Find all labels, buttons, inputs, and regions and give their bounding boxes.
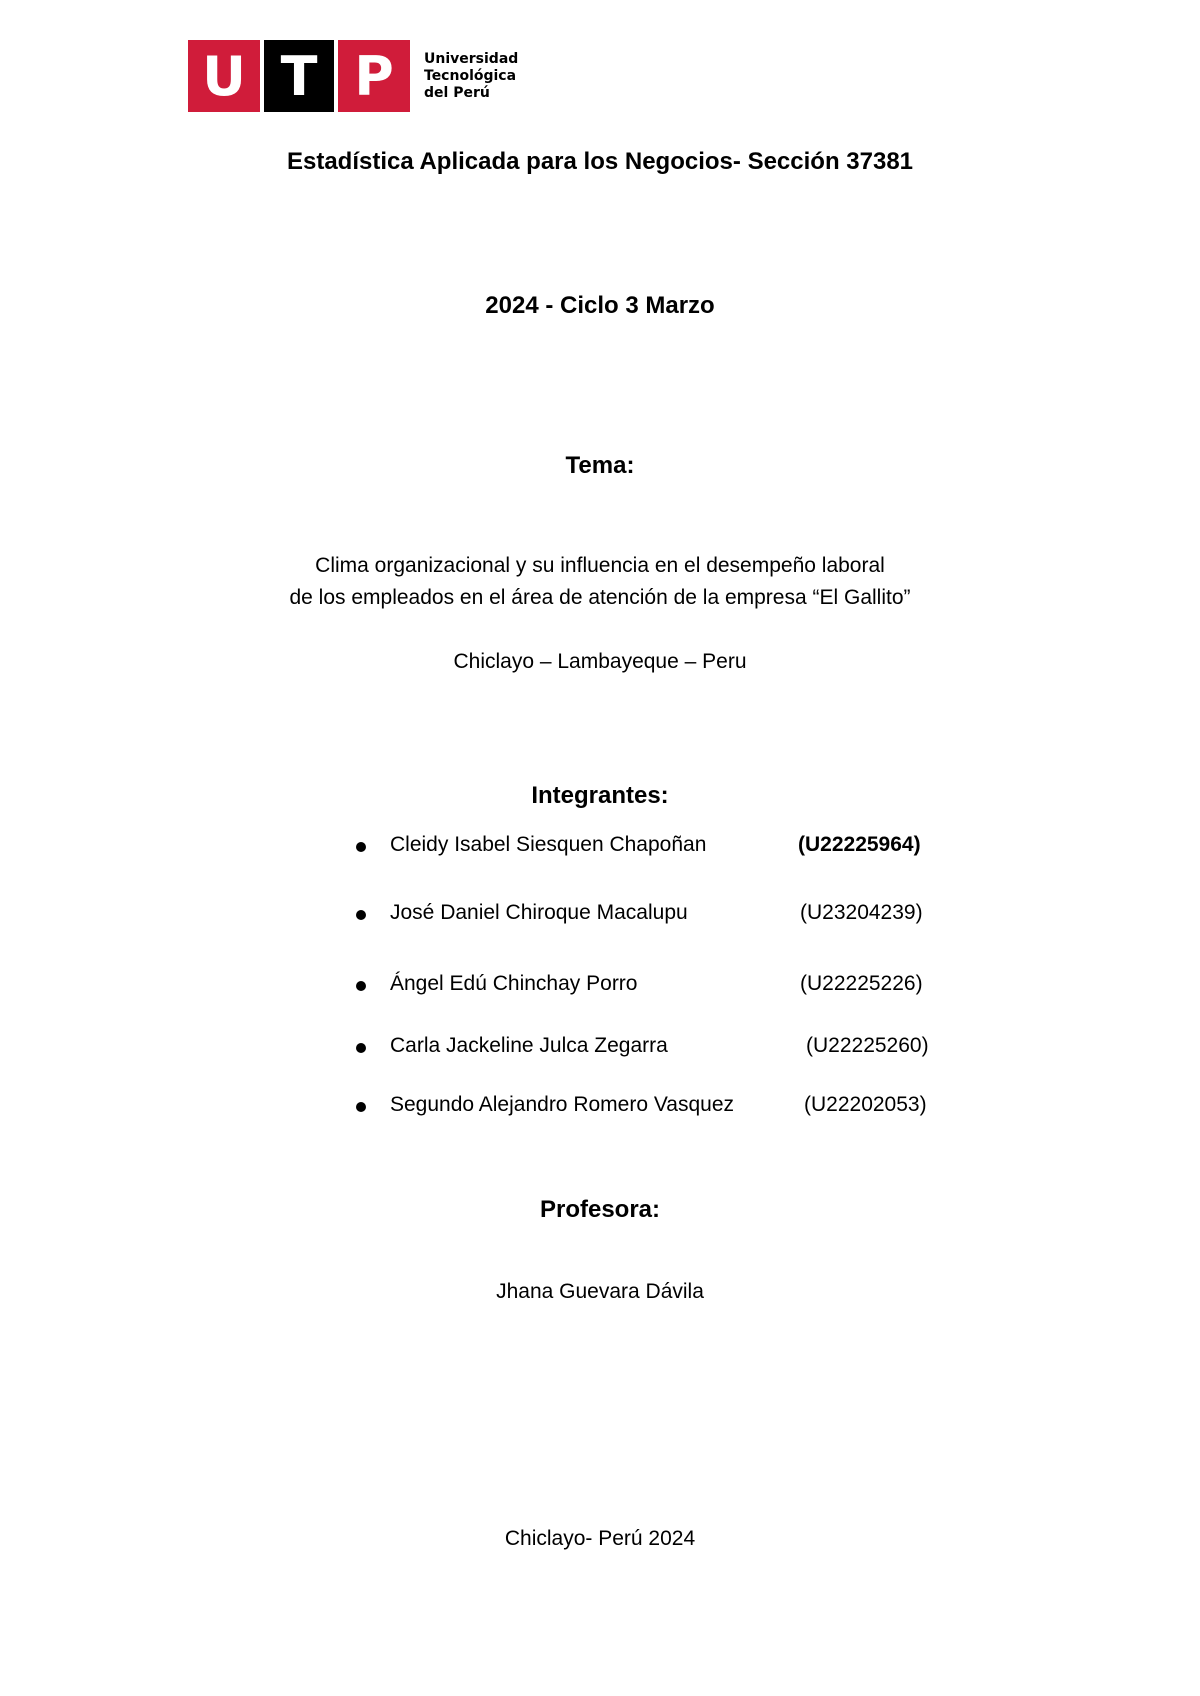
location: Chiclayo – Lambayeque – Peru <box>453 650 747 673</box>
member-code: (U22202053) <box>804 1093 927 1116</box>
footer-location-year: Chiclayo- Perú 2024 <box>504 1527 696 1550</box>
logo-letter-u: U <box>188 40 260 112</box>
utp-logo <box>188 40 518 112</box>
logo-text-line: del Perú <box>424 84 490 101</box>
topic-line-2: de los empleados en el área de atención de la empresa “El Gallito” <box>289 586 911 609</box>
logo-university-name <box>424 51 518 102</box>
logo-text-line: Tecnológica <box>424 67 517 84</box>
member-item <box>0 1034 1200 1064</box>
course-title: Estadística Aplicada para los Negocios- Sección 37381 <box>286 148 914 175</box>
bullet-icon <box>356 842 366 852</box>
member-code: (U22225964) <box>798 833 921 856</box>
profesora-heading: Profesora: <box>539 1196 661 1223</box>
member-item <box>0 1093 1200 1123</box>
member-code: (U22225226) <box>800 972 923 995</box>
logo-text-line: Universidad <box>424 50 519 67</box>
bullet-icon <box>356 1043 366 1053</box>
tema-heading: Tema: <box>565 452 635 479</box>
member-item <box>0 833 1200 863</box>
topic-line-1: Clima organizacional y su influencia en el desempeño laboral <box>315 554 885 577</box>
member-name: Cleidy Isabel Siesquen Chapoñan <box>390 833 707 856</box>
academic-period: 2024 - Ciclo 3 Marzo <box>485 292 715 319</box>
member-name: Ángel Edú Chinchay Porro <box>390 972 638 995</box>
logo-letter-t: T <box>264 40 334 112</box>
member-item <box>0 972 1200 1002</box>
logo-letter-p: P <box>338 40 410 112</box>
member-name: Segundo Alejandro Romero Vasquez <box>390 1093 735 1116</box>
profesora-name: Jhana Guevara Dávila <box>496 1280 704 1303</box>
bullet-icon <box>356 910 366 920</box>
member-code: (U22225260) <box>806 1034 929 1057</box>
member-code: (U23204239) <box>800 901 923 924</box>
member-item <box>0 901 1200 931</box>
member-name: Carla Jackeline Julca Zegarra <box>390 1034 668 1057</box>
bullet-icon <box>356 981 366 991</box>
member-name: José Daniel Chiroque Macalupu <box>390 901 688 924</box>
bullet-icon <box>356 1102 366 1112</box>
integrantes-heading: Integrantes: <box>531 782 669 809</box>
